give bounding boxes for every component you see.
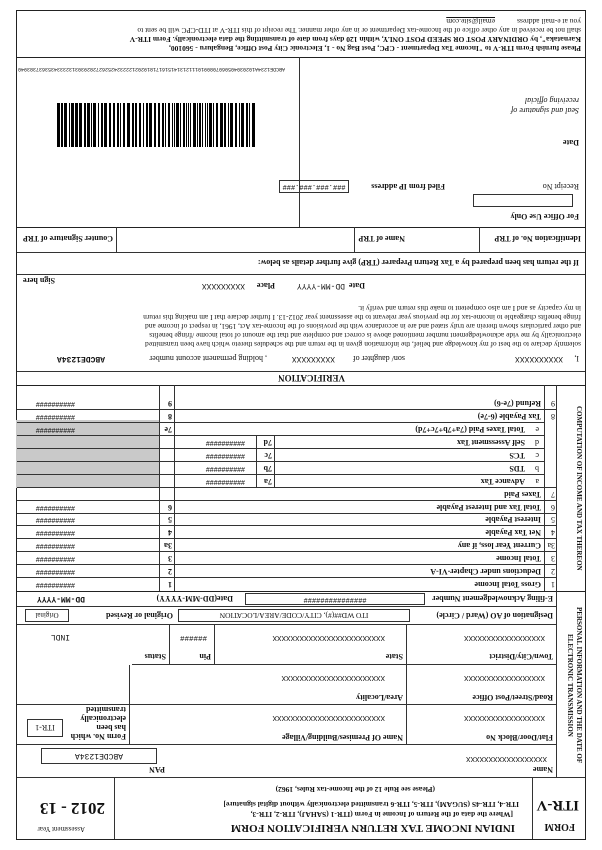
office-use-label: For Office Use Only [510, 212, 579, 221]
computation-tail-ref: 8 [168, 412, 172, 422]
tax-sub-amount: ########## [35, 425, 75, 434]
area-label: Area/Locality [356, 693, 403, 702]
tax-sub-label: TCS [509, 451, 525, 460]
barcode-bar [207, 103, 208, 147]
computation-row-amount: ########## [35, 554, 75, 563]
verif-place-label: Place [256, 281, 275, 290]
barcode-bar [143, 103, 144, 147]
verif-pan: ABCDE1234A [56, 354, 105, 363]
verification-heading: VERIFICATION [278, 373, 345, 383]
barcode-bar [79, 103, 82, 147]
barcode-bar [71, 103, 74, 147]
personal-section-label: PERSONAL INFORMATION AND THE DATE OF ELECTRONIC TRANSMISSION [566, 606, 583, 764]
pan-box: ABCDE1234A [41, 748, 157, 764]
computation-row-ref: 1 [168, 580, 172, 589]
verif-name: XXXXXXXXXX [514, 354, 563, 363]
barcode-bar [117, 103, 119, 147]
barcode-bar [252, 103, 255, 147]
barcode-bar [120, 103, 121, 147]
computation-row-label: Gross Total Income [474, 580, 541, 589]
barcode-bar [209, 103, 212, 147]
tax-sub-label: Total Taxes Paid (7a+7b+7c+7d) [415, 425, 525, 435]
tax-sub-ref: 7c [264, 451, 272, 460]
verif-para-5: in my capacity as and I am also competent to make this return and verify it. [358, 304, 581, 313]
computation-row-ref: 4 [168, 528, 172, 538]
verif-para-2: electronically by me vide acknowledgement number mentioned above is correct and complete and that the amount of total income /fringe benefits [149, 331, 581, 340]
personal-info-section [17, 591, 585, 777]
computation-row-amount: ########## [35, 580, 75, 588]
barcode-bar [188, 103, 189, 147]
barcode-bar [104, 103, 107, 147]
computation-section [17, 385, 585, 591]
barcode-bar [235, 103, 237, 147]
computation-row-ref: 6 [168, 502, 172, 512]
ao-box: ITO WD##(#), CITY/CODE/AREA/LOCATION [178, 609, 410, 622]
seal-line-1: Seal and signature of [511, 106, 579, 115]
tax-sub-amount: ########## [205, 438, 245, 447]
form-transmitted-label: Form No. which has been electronically transmitted [70, 705, 126, 741]
premises-label: Name Of Premises/Building/Village [282, 733, 403, 742]
barcode-bar [132, 103, 134, 147]
computation-tail-amount: ########## [35, 399, 75, 408]
verif-para-1: solemnly declare to the best of my knowledge and belief, the information given in the return and the schedules thereto which have been transmitted [145, 340, 581, 349]
road-label: Road/Street/Post Office [472, 693, 553, 702]
barcode-bar [183, 103, 185, 147]
computation-row-no: 6 [551, 502, 555, 512]
barcode-bar [139, 103, 141, 147]
tax-sub-letter: b [535, 463, 539, 473]
computation-row-amount: ########## [35, 567, 75, 576]
verif-place-value: XXXXXXXXX [201, 281, 245, 290]
computation-row-label: Total Income [496, 554, 541, 564]
barcode-bar [75, 103, 78, 147]
barcode-bar [135, 103, 137, 147]
barcode-bar [101, 103, 103, 147]
footer-line-2: Karnataka", by ORDINARY POST OR SPEED POST ONLY, within 120 days from date of transmitting the data electronically. Form ITR-V [129, 35, 581, 44]
trp-question: If the return has been prepared by a Tax Return Preparer (TRP) give further details as below: [257, 258, 579, 267]
barcode-bar [61, 103, 63, 147]
computation-row-ref: 2 [168, 567, 172, 577]
assessment-year-value: 2012 - 13 [39, 799, 105, 818]
barcode-bar [202, 103, 203, 147]
barcode [55, 103, 255, 147]
barcode-bar [123, 103, 125, 147]
barcode-bar [93, 103, 96, 147]
tax-sub-letter: a [535, 476, 539, 486]
barcode-bar [216, 103, 218, 147]
barcode-bar [176, 103, 179, 147]
barcode-bar [57, 103, 60, 147]
state-value: XXXXXXXXXXXXXXXXXXXXXXXXX [272, 633, 385, 641]
form-subtitle-2: ITR-4, ITR-4S (SUGAM), ITR-5, ITR-6 transmitted electronically without digital signature] [223, 800, 519, 809]
barcode-bar [84, 103, 86, 147]
tax-sub-ref: 7d [263, 438, 272, 448]
barcode-bar [165, 103, 166, 147]
tax-sub-ref: 7a [264, 476, 272, 486]
tax-sub-letter: c [535, 451, 539, 460]
tax-sub-amount: ########## [205, 463, 245, 472]
computation-row-ref: 5 [168, 515, 172, 525]
area-value: XXXXXXXXXXXXXXXXXXXXXXX [281, 673, 385, 681]
tax-sub-letter: d [535, 438, 539, 448]
barcode-bar [199, 103, 201, 147]
barcode-bar [246, 103, 248, 147]
form-transmitted-box: ITR-1 [27, 719, 63, 737]
barcode-bar [98, 103, 99, 147]
computation-row-ref: 3a [164, 541, 172, 551]
computation-row-label: Deductions under Chapter-VI-A [430, 567, 541, 577]
barcode-bar [149, 103, 152, 147]
footer-line-1: Please furnish Form ITR-V to "Income Tax Department - CPC, Post Bag No - 1, Electronic City Post Office, Bengaluru - 560100, [169, 44, 581, 53]
office-use-section [17, 57, 585, 227]
computation-row-label: Interest Payable [485, 515, 541, 525]
status-value: INDL [50, 632, 70, 641]
computation-section-label: COMPUTATION OF INCOME AND TAX THEREON [575, 405, 583, 571]
name-label: Name [533, 765, 553, 774]
barcode-bar [241, 103, 244, 147]
assessment-year-label: Assessment Year [37, 825, 85, 833]
barcode-bar [109, 103, 111, 147]
tax-sub-label: TDS [509, 463, 525, 473]
computation-tail-label: Tax Payable (6-7e) [477, 412, 541, 422]
barcode-bar [213, 103, 214, 147]
tax-sub-ref: 7e [164, 425, 172, 435]
taxes-paid-no: 7 [551, 489, 555, 499]
computation-tail-no: 8 [551, 412, 555, 422]
tax-sub-label: Advance Tax [480, 476, 525, 486]
computation-row-amount: ########## [35, 528, 75, 537]
efiling-ack-box: ############### [245, 593, 425, 605]
tax-sub-label: Self Assessment Tax [456, 438, 525, 448]
verif-i: I, [574, 354, 579, 363]
barcode-bar [230, 103, 233, 147]
status-label: Status [144, 652, 166, 661]
ip-box: ###.###.###.### [279, 180, 349, 193]
filed-ip-label: Filed from IP address [371, 182, 445, 191]
computation-row-label: Total Tax and Interest Payable [436, 502, 541, 512]
computation-row-no: 3a [547, 541, 555, 551]
seal-line-2: receiving official [524, 96, 579, 105]
original-revised-label: Original or Revised [106, 611, 173, 620]
receipt-box [473, 194, 573, 207]
barcode-bar [162, 103, 164, 147]
ack-date-value: DD-MM-YYYY [36, 594, 85, 603]
computation-row-amount: ########## [35, 515, 75, 524]
barcode-bar [174, 103, 175, 147]
verif-date-value: DD-MM-YYYY [296, 281, 345, 290]
computation-row-amount: ########## [35, 541, 75, 550]
computation-tail-ref: 9 [168, 399, 172, 409]
barcode-bar [180, 103, 181, 147]
ao-label: Designation of AO (Ward / Circle) [436, 611, 553, 620]
sign-here-label: Sign here [22, 276, 55, 285]
footer-line-4: you at e-mail address [517, 17, 581, 26]
barcode-bar [186, 103, 187, 147]
original-revised-box: Original [25, 609, 69, 622]
barcode-bar [220, 103, 223, 147]
computation-row-no: 1 [551, 580, 555, 589]
efiling-ack-label: E-filing Acknowledgement Number [432, 594, 553, 603]
office-date-label: Date [563, 138, 579, 147]
barcode-bar [197, 103, 198, 147]
footer-line-3: shall not be received in any other office of the Income-tax Department or in any other manner. The receipt of this ITR-V at ITD-CPC will be sent to [137, 26, 581, 35]
barcode-bar [113, 103, 115, 147]
barcode-bar [91, 103, 92, 147]
barcode-bar [87, 103, 90, 147]
form-code: ITR-V [536, 797, 579, 813]
computation-row-label: Current Year loss, if any [457, 541, 541, 551]
verif-son-of: son/ daughter of [353, 354, 405, 363]
barcode-bar [224, 103, 226, 147]
barcode-bar [154, 103, 156, 147]
verif-para-4: fringe benefits chargeable to income-tax for the previous year relevant to the assessment year 2012-13. I further declare that I am making this return [143, 313, 581, 322]
form-word: FORM [544, 821, 575, 832]
tax-sub-ref: 7b [263, 463, 272, 473]
form-frame [16, 10, 586, 840]
pin-label: Pin [199, 652, 211, 661]
computation-row-no: 2 [551, 567, 555, 577]
barcode-bar [168, 103, 170, 147]
tax-sub-letter: e [535, 425, 539, 435]
barcode-bar [64, 103, 67, 147]
road-value: XXXXXXXXXXXXXXXXXX [463, 673, 545, 681]
computation-tail-amount: ########## [35, 412, 75, 421]
trp-id-label: Identification No. of TRP [494, 234, 581, 243]
barcode-bar [158, 103, 160, 147]
barcode-bar [146, 103, 148, 147]
town-label: Town/City/District [489, 652, 553, 661]
verification-section [17, 227, 585, 385]
name-value: XXXXXXXXXXXXXXXXXX [465, 754, 547, 762]
town-value: XXXXXXXXXXXXXXXXXX [463, 633, 545, 641]
form-subtitle-1: [Where the data of the Return of Income in Form (ITR-1 (SAHAJ), ITR-2, ITR-3, [250, 810, 513, 819]
barcode-bar [127, 103, 130, 147]
computation-row-label: Net Tax Payable [485, 528, 541, 538]
header-row [17, 777, 585, 839]
computation-row-amount: ########## [35, 502, 75, 511]
tax-sub-amount: ########## [205, 451, 245, 459]
premises-value: XXXXXXXXXXXXXXXXXXXXXXXXX [272, 713, 385, 721]
form-subtitle-3: (Please see Rule 12 of the Income-tax Rules, 1962) [275, 785, 435, 794]
receipt-label: Receipt No [542, 182, 579, 191]
barcode-bar [228, 103, 229, 147]
verif-para-3: and other particulars shown therein are truly stated and are in accordance with the provisions of the Income-tax Act, 1961, in respect of income and [145, 322, 581, 331]
form-title: INDIAN INCOME TAX RETURN VERIFICATION FORM [230, 822, 515, 834]
computation-tail-no: 9 [551, 399, 555, 409]
pan-label: PAN [149, 765, 165, 774]
verif-father: XXXXXXXXX [291, 354, 335, 363]
verif-date-label: Date [349, 281, 365, 290]
computation-row-ref: 3 [168, 554, 172, 564]
barcode-bar [172, 103, 173, 147]
computation-row-no: 5 [551, 515, 555, 525]
tax-sub-amount: ########## [205, 476, 245, 485]
computation-row-no: 4 [551, 528, 555, 538]
computation-row-no: 3 [551, 554, 555, 564]
footer-email: email@site.com [446, 17, 495, 26]
ack-date-label: Date(DD-MM-YYYY) [156, 594, 233, 603]
barcode-bar [69, 103, 70, 147]
barcode-bar [205, 103, 206, 147]
barcode-bar [249, 103, 250, 147]
barcode-text: ABCDE1234A1020304050607080910111213141516171819202122232425262728293031323334353637383940 [17, 66, 285, 72]
flat-label: Flat/Door/Block No [486, 733, 553, 742]
computation-tail-label: Refund (7e-6) [494, 399, 541, 409]
flat-value: XXXXXXXXXXXXXXXXXX [463, 713, 545, 721]
taxes-paid-label: Taxes Paid [504, 489, 541, 499]
barcode-bar [193, 103, 196, 147]
trp-sign-label: Counter Signature of TRP [22, 234, 113, 243]
verif-pan-text: , holding permanent account number [149, 354, 267, 363]
pin-value: ###### [179, 633, 207, 641]
barcode-bar [190, 103, 191, 147]
state-label: State [385, 652, 403, 661]
footer-note [17, 11, 585, 57]
barcode-bar [239, 103, 240, 147]
trp-name-label: Name of TRP [358, 234, 405, 243]
